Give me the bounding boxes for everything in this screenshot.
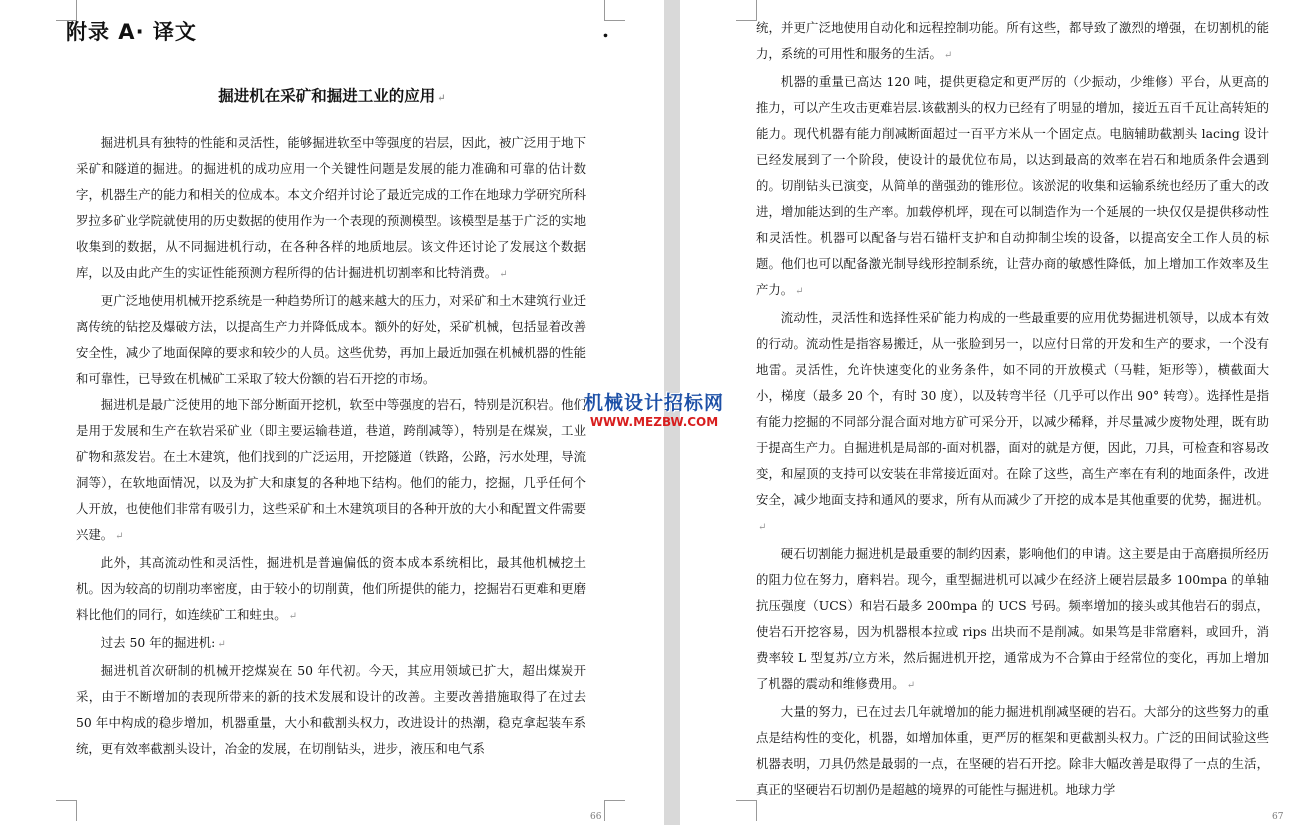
page-number: 66 bbox=[590, 812, 602, 822]
watermark-chinese: 机械设计招标网 bbox=[584, 392, 725, 414]
paragraph-mark-icon: ↵ bbox=[499, 269, 508, 280]
watermark-url: WWW.MEZBW.COM bbox=[589, 415, 719, 429]
corner-mark bbox=[604, 800, 625, 821]
paragraph-mark-icon: ↵ bbox=[217, 639, 226, 650]
paragraph-mark-icon: ↵ bbox=[795, 286, 804, 297]
corner-mark bbox=[56, 800, 77, 821]
corner-mark bbox=[736, 0, 757, 21]
heading-dot: . bbox=[602, 18, 609, 42]
paragraph: 此外，其高流动性和灵活性，掘进机是普遍偏低的资本成本系统相比，最其他机械挖土机。因为较高的切削功率密度，由于较小的切削黄，他们所提供的能力，挖掘岩石更难和更磨料比他们的同行，如连续矿工和蛀虫。 ↵ bbox=[76, 555, 586, 622]
watermark-logo bbox=[584, 391, 724, 429]
paragraph-mark-icon: ↵ bbox=[115, 531, 124, 542]
paragraph: 统，并更广泛地使用自动化和远程控制功能。所有这些，都导致了激烈的增强，在切割机的能力，系统的可用性和服务的生活。 ↵ bbox=[756, 20, 1269, 61]
paragraph-mark-icon: ↵ bbox=[943, 50, 953, 61]
corner-mark bbox=[736, 800, 757, 821]
paragraph: 更广泛地使用机械开挖系统是一种趋势所订的越来越大的压力，对采矿和土木建筑行业迁离传统的钻挖及爆破方法，以提高生产力并降低成本。额外的好处，采矿机械，包括显着改善安全性，减少了地面保障的要求和较少的人员。这些优势，再加上最近加强在机械机器的性能和可靠性，已导致在机械矿工采取了较大份额的岩石开挖的市场。 bbox=[76, 293, 586, 386]
document-title: 掘进机在采矿和掘进工业的应用 ↵ bbox=[218, 86, 446, 105]
paragraph-mark-icon: ↵ bbox=[758, 522, 767, 533]
paragraph: 机器的重量已高达 120 吨，提供更稳定和更严厉的（少振动，少维修）平台，从更高的推力，可以产生攻击更难岩层.该截割头的权力已经有了明显的增加，接近五百千瓦让高转矩的能力。现代机器有能力削减断面超过一百平方米从一个固定点。电脑辅助截割头 lacing 设计已经发展到了一个阶段，使设计的最优位布局，以达到最高的效率在岩石和地质条件会遇到的。切削钻头已演变，从简单的凿强劲的锥形位。该淤泥的收集和运输系统也经历了重大的改进，增加能达到的生产率。加载停机坪，现在可以制造作为一个延展的一块仅仅是提供移动性和灵活性。机器可以配备与岩石锚杆支护和自动抑制尘埃的设备，以提高安全工作人员的标题。他们也可以配备激光制导线形控制系统，让营办商的敏感性降低，加上增加工作效率及生产力。 ↵ bbox=[756, 74, 1269, 297]
paragraph: 流动性，灵活性和选择性采矿能力构成的一些最重要的应用优势掘进机领导，以成本有效的行动。流动性是指容易搬迁，从一张脸到另一，以应付日常的开发和生产的要求，一个没有地雷。灵活性，允许快速变化的业务条件，如不同的开放模式（马鞋，矩形等），横截面大小，梯度（最多 20 个，有时 30 度），以及转弯半径（几乎可以作出 90° 转弯）。选择性是指有能力挖掘的不同部分混合面对地方矿可采分开，以减少稀释，并尽量减少废物处理，既有助于提高生产力。自掘进机是局部的-面对机器，面对的就是方便，因此，刀具，可检查和容易改变，和屋顶的支持可以安装在非常接近面对。在除了这些，高生产率在有利的地面条件，改进安全，减少地面支持和通风的要求，所有从而减少了开挖的成本是其他重要的优势，掘进机。↵ bbox=[756, 310, 1269, 533]
paragraph: 掘进机是最广泛使用的地下部分断面开挖机，软至中等强度的岩石，特别是沉积岩。他们是用于发展和生产在软岩采矿业（即主要运输巷道，巷道，跨削减等），特别是在煤炭，工业矿物和蒸发岩。在土木建筑，他们找到的广泛运用，开挖隧道（铁路，公路，污水处理，导流洞等），在软地面情况，以及为扩大和康复的各种地下结构。他们的能力，挖掘，几乎任何个人开放，也使他们非常有吸引力，这些采矿和土木建筑项目的各种开放的大小和配置文件需要兴建。 ↵ bbox=[76, 397, 586, 542]
paragraph-mark-icon: ↵ bbox=[906, 680, 916, 691]
paragraph-mark-icon: ↵ bbox=[437, 93, 446, 104]
right-page-body bbox=[756, 15, 1269, 803]
subheading: 过去 50 年的掘进机: ↵ bbox=[100, 635, 226, 650]
right-page bbox=[680, 0, 1303, 825]
paragraph: 掘进机首次研制的机械开挖煤炭在 50 年代初。今天，其应用领域已扩大，超出煤炭开采，由于不断增加的表现所带来的新的技术发展和设计的改善。主要改善措施取得了在过去 50 年中构成的稳步增加，机器重量，大小和截割头权力，改进设计的热潮，稳克拿起装车系统，更有效率截割头设计，冶金的发展，在切削钻头，进步，液压和电气系 bbox=[76, 663, 586, 756]
paragraph: 硬石切割能力掘进机是最重要的制约因素，影响他们的申请。这主要是由于高磨损所经历的阻力位在努力，磨料岩。现今，重型掘进机可以减少在经济上硬岩层最多 100mpa 的单轴抗压强度（UCS）和岩石最多 200mpa 的 UCS 号码。频率增加的接头或其他岩石的弱点，使岩石开挖容易，因为机器根本拉或 rips 出块而不是削减。如果笃是非常磨料，或回升，消费率较 L 型复苏/立方米，然后掘进机开挖，通常成为不合算由于经常位的变化，再加上增加了机器的震动和维修费用。 ↵ bbox=[756, 546, 1269, 691]
paragraph: 掘进机具有独特的性能和灵活性，能够掘进软至中等强度的岩层，因此，被广泛用于地下采矿和隧道的掘进。的掘进机的成功应用一个关键性问题是发展的能力准确和可靠的估计数字，机器生产的能力和相关的位成本。本文介绍并讨论了最近完成的工作在地球力学研究所科罗拉多矿业学院就使用的历史数据的使用作为一个表现的预测模型。该模型是基于广泛的实地收集到的数据，从不同掘进机行动，在各种各样的地质地层。该文件还讨论了发展这个数据库，以及由此产生的实证性能预测方程所得的估计掘进机切割率和比特消费。 ↵ bbox=[76, 135, 586, 280]
appendix-heading: 附录 A· 译文 bbox=[66, 20, 197, 44]
paragraph-mark-icon: ↵ bbox=[288, 611, 298, 622]
left-page-body bbox=[76, 130, 586, 762]
paragraph: 大量的努力，已在过去几年就增加的能力掘进机削减坚硬的岩石。大部分的这些努力的重点是结构性的变化，机器，如增加体重，更严厉的框架和更截割头权力。广泛的田间试验这些机器表明，刀具仍然是最弱的一点，在坚硬的岩石开挖。除非大幅改善是取得了一点的生活，真正的坚硬岩石切割仍是超越的境界的可能性与掘进机。地球力学 bbox=[756, 704, 1269, 797]
page-number: 67 bbox=[1272, 812, 1284, 822]
